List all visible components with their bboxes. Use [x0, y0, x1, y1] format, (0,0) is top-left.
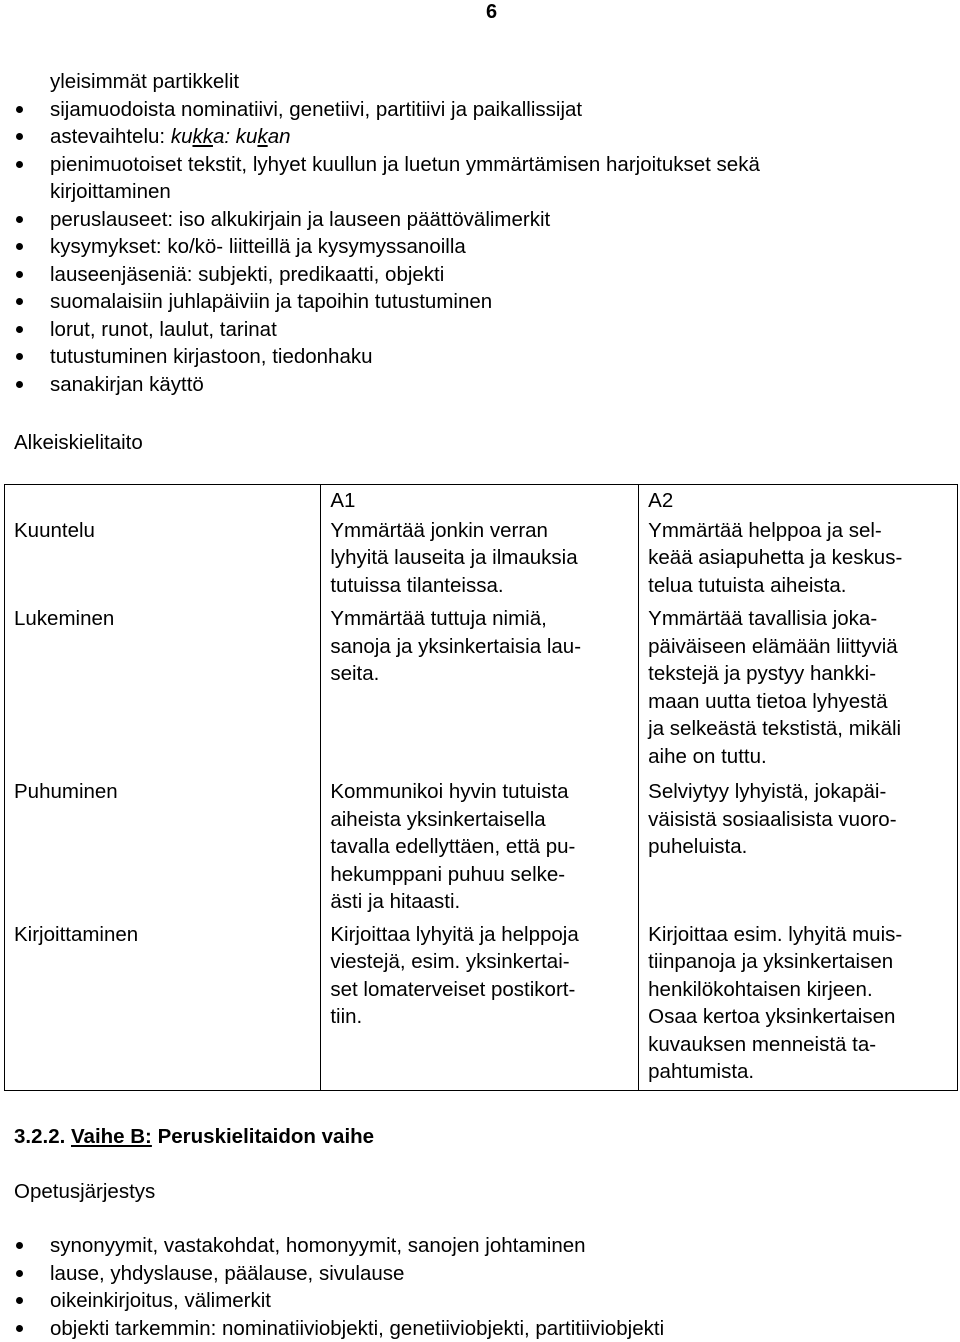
a2-cell	[639, 603, 958, 776]
cell-text-line: ästi ja hitaasti.	[330, 890, 461, 913]
bullet-icon	[14, 371, 34, 399]
table-row	[5, 776, 958, 919]
cell-text-line: Ymmärtää helppoa ja sel-	[648, 518, 882, 542]
cell-text-line: tutuissa tilanteissa.	[330, 573, 504, 597]
list-item-text: suomalaisiin juhlapäiviin ja tapoihin tutustuminen	[50, 290, 493, 313]
cell-text-line: Kommunikoi hyvin tutuista	[330, 780, 569, 803]
cell-text-line: Ymmärtää tuttuja nimiä,	[330, 607, 547, 630]
a1-cell	[321, 919, 639, 1091]
bullet-icon	[14, 261, 34, 289]
cell-text-line: henkilökohtaisen kirjeen.	[648, 977, 873, 1001]
cell-text-line: puheluista.	[648, 835, 748, 858]
bullet-spacer	[14, 68, 34, 96]
phase-heading-rest: Peruskielitaidon vaihe	[157, 1125, 375, 1148]
cell-text-line: set lomaterveiset postikort-	[330, 977, 576, 1001]
phase-b-heading	[14, 1123, 374, 1151]
a2-cell	[639, 919, 958, 1091]
bullet-icon	[14, 1232, 34, 1260]
list-item-text: oikeinkirjoitus, välimerkit	[50, 1289, 272, 1312]
cell-text-line: Kirjoittaa esim. lyhyitä muis-	[648, 922, 903, 946]
phase-heading-number: 3.2.2.	[14, 1125, 66, 1148]
list-item	[14, 96, 760, 124]
list-item-text: kirjoittaminen	[50, 180, 171, 203]
list-item-text: peruslauseet: iso alkukirjain ja lauseen päättövälimerkit	[50, 207, 551, 231]
phase-b-bullet-list	[14, 1232, 664, 1342]
list-item	[14, 1287, 664, 1315]
bullet-icon	[14, 96, 34, 124]
table-header-cell: A1	[321, 485, 639, 515]
cell-text-line: väisistä sosiaalisista vuoro-	[648, 807, 897, 831]
list-item-text: pienimuotoiset tekstit, lyhyet kuullun ja luetun ymmärtämisen harjoitukset sekä	[50, 152, 760, 176]
list-item	[14, 123, 760, 151]
list-item-text: tutustuminen kirjastoon, tiedonhaku	[50, 345, 373, 368]
bullet-icon	[14, 1315, 34, 1342]
table-row	[5, 603, 958, 776]
list-item	[14, 371, 760, 399]
cell-text-line: lyhyitä lauseita ja ilmauksia	[330, 546, 578, 569]
cell-text-line: keää asiapuhetta ja keskus-	[648, 546, 903, 569]
list-item-text: sijamuodoista nominatiivi, genetiivi, partitiivi ja paikallissijat	[50, 97, 583, 121]
bullet-icon	[14, 206, 34, 234]
section-label-alkeiskielitaito: Alkeiskielitaito	[14, 431, 143, 454]
cell-text-line: tavalla edellyttäen, että pu-	[330, 835, 576, 858]
cell-text-line: Ymmärtää jonkin verran	[330, 518, 548, 542]
list-item-text: synonyymit, vastakohdat, homonyymit, sanojen johtaminen	[50, 1234, 586, 1257]
a1-cell	[321, 515, 639, 604]
list-item-text: yleisimmät partikkelit	[50, 70, 240, 93]
table-header-row	[5, 485, 958, 515]
cell-text-line: hekumppani puhuu selke-	[330, 862, 566, 886]
list-item	[14, 343, 760, 371]
list-item-text: kysymykset: ko/kö- liitteillä ja kysymyssanoilla	[50, 235, 466, 258]
cell-text-line: Ymmärtää tavallisia joka-	[648, 607, 878, 630]
skill-cell: Lukeminen	[5, 603, 321, 776]
bullet-icon	[14, 123, 34, 151]
intro-bullet-list	[14, 68, 760, 398]
list-item	[14, 1260, 664, 1288]
cell-text-line: Osaa kertoa yksinkertaisen	[648, 1005, 896, 1028]
table-header-cell	[5, 485, 321, 515]
list-item	[14, 151, 760, 179]
list-item	[14, 1315, 664, 1342]
subheading-opetusjarjestys: Opetusjärjestys	[14, 1180, 156, 1203]
list-item-text: sanakirjan käyttö	[50, 372, 204, 396]
cell-text-line: seita.	[330, 662, 380, 685]
list-item	[14, 68, 760, 96]
bullet-spacer	[14, 178, 34, 206]
skill-cell: Kuuntelu	[5, 515, 321, 604]
list-item	[14, 288, 760, 316]
bullet-icon	[14, 343, 34, 371]
cell-text-line: tiinpanoja ja yksinkertaisen	[648, 950, 894, 973]
bullet-icon	[14, 1287, 34, 1315]
list-item	[14, 206, 760, 234]
cell-text-line: maan uutta tietoa lyhyestä	[648, 689, 888, 713]
cell-text-line: aiheista yksinkertaisella	[330, 807, 546, 831]
skill-cell: Puhuminen	[5, 776, 321, 919]
bullet-icon	[14, 151, 34, 179]
a1-cell	[321, 776, 639, 919]
table-header-cell: A2	[639, 485, 958, 515]
cell-text-line: viestejä, esim. yksinkertai-	[330, 950, 570, 973]
page-number: 6	[486, 1, 498, 23]
cell-text-line: pahtumista.	[648, 1060, 755, 1083]
cell-text-line: kuvauksen menneistä ta-	[648, 1032, 877, 1056]
list-item-text: lauseenjäseniä: subjekti, predikaatti, objekti	[50, 262, 445, 286]
list-item-text: lause, yhdyslause, päälause, sivulause	[50, 1261, 405, 1285]
table-row	[5, 515, 958, 604]
phase-heading-underlined: Vaihe B:	[71, 1125, 152, 1148]
list-item-text: astevaihtelu: kukka: kukan	[50, 125, 291, 148]
language-level-table	[4, 484, 958, 1091]
bullet-icon	[14, 1260, 34, 1288]
skill-cell: Kirjoittaminen	[5, 919, 321, 1091]
cell-text-line: Selviytyy lyhyistä, jokapäi-	[648, 780, 887, 803]
list-item-text: lorut, runot, laulut, tarinat	[50, 317, 277, 341]
list-item	[14, 261, 760, 289]
bullet-icon	[14, 316, 34, 344]
cell-text-line: tekstejä ja pystyy hankki-	[648, 662, 877, 685]
cell-text-line: telua tutuista aiheista.	[648, 573, 847, 597]
a2-cell	[639, 776, 958, 919]
bullet-icon	[14, 233, 34, 261]
cell-text-line: päiväiseen elämään liittyviä	[648, 634, 898, 658]
list-item	[14, 1232, 664, 1260]
cell-text-line: ja selkeästä tekstistä, mikäli	[648, 717, 902, 740]
a1-cell	[321, 603, 639, 776]
cell-text-line: Kirjoittaa lyhyitä ja helppoja	[330, 922, 579, 946]
table-row	[5, 919, 958, 1091]
list-item	[14, 178, 760, 206]
bullet-icon	[14, 288, 34, 316]
list-item	[14, 233, 760, 261]
list-item-text: objekti tarkemmin: nominatiiviobjekti, genetiiviobjekti, partitiiviobjekti	[50, 1316, 665, 1340]
cell-text-line: sanoja ja yksinkertaisia lau-	[330, 634, 582, 658]
cell-text-line: tiin.	[330, 1005, 363, 1028]
list-item	[14, 316, 760, 344]
cell-text-line: aihe on tuttu.	[648, 744, 767, 768]
a2-cell	[639, 515, 958, 604]
